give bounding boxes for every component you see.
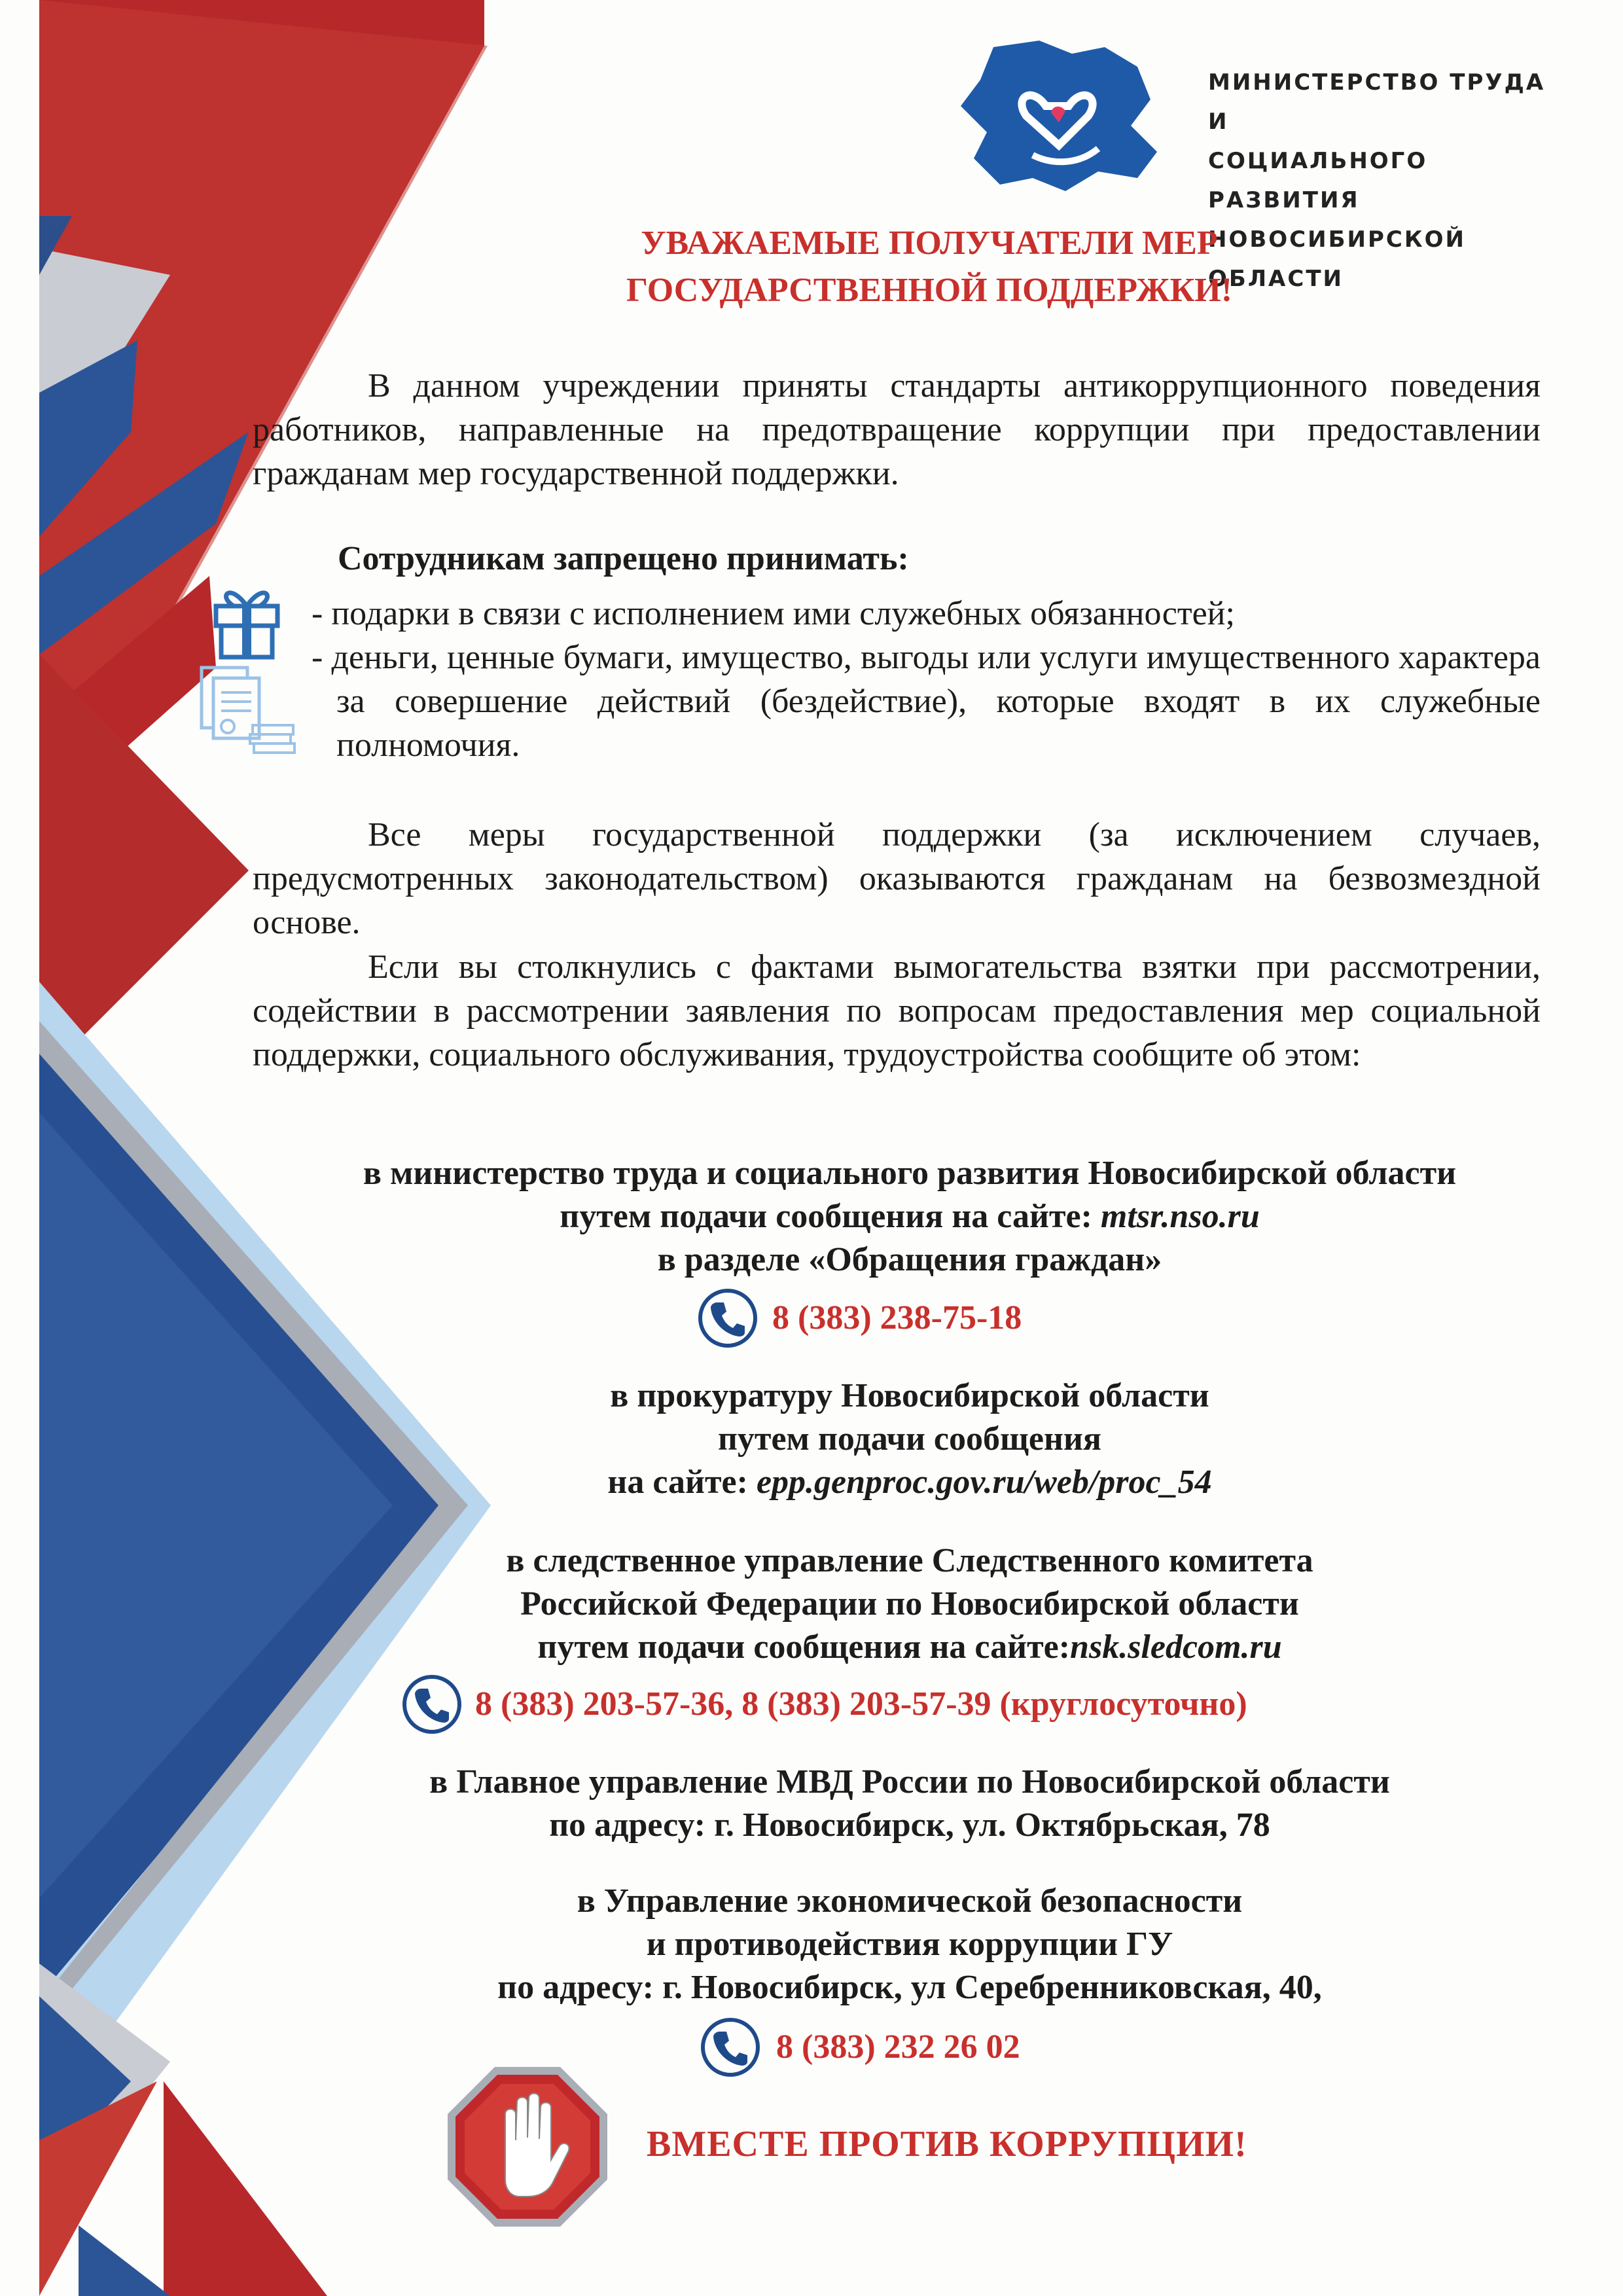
ueb-line-2: и противодействия коррупции ГУ bbox=[646, 1926, 1173, 1963]
contact-ministry bbox=[262, 1152, 1558, 1282]
stop-hand-icon bbox=[442, 2062, 613, 2232]
prosecutor-line-3: на сайте: epp.genproc.gov.ru/web/proc_54 bbox=[607, 1463, 1212, 1501]
free-support-paragraph: Все меры государственной поддержки (за исключением случаев, предусмотренных законодательством) оказываются гражданам на безвозмездной основе. bbox=[253, 816, 1541, 941]
title-line-2: ГОСУДАРСТВЕННОЙ ПОДДЕРЖКИ! bbox=[626, 272, 1233, 309]
ministry-line-2: СОЦИАЛЬНОГО РАЗВИТИЯ bbox=[1208, 148, 1428, 213]
report-paragraph: Если вы столкнулись с фактами вымогательства взятки при рассмотрении, содействии в рассмотрении заявления по вопросам предоставления мер социальной поддержки, социального обслуживания, трудоустройства сообщите об этом: bbox=[253, 948, 1541, 1073]
ministry-contact-line-2: путем подачи сообщения на сайте: mtsr.nso.ru bbox=[560, 1198, 1260, 1235]
investigative-site-link[interactable]: nsk.sledcom.ru bbox=[1070, 1628, 1282, 1666]
gift-icon bbox=[204, 576, 289, 661]
phone-icon bbox=[696, 1287, 759, 1350]
motto: ВМЕСТЕ ПРОТИВ КОРРУПЦИИ! bbox=[647, 2124, 1247, 2164]
investigative-phone[interactable]: 8 (383) 203-57-36, 8 (383) 203-57-39 (круглосуточно) bbox=[475, 1685, 1247, 1723]
title-line-1: УВАЖАЕМЫЕ ПОЛУЧАТЕЛИ МЕР bbox=[641, 224, 1218, 262]
ministry-line-3: НОВОСИБИРСКОЙ ОБЛАСТИ bbox=[1208, 226, 1466, 292]
prosecutor-line-1: в прокуратуру Новосибирской области bbox=[610, 1377, 1209, 1414]
phone-icon bbox=[401, 1673, 463, 1736]
contact-mvd bbox=[262, 1761, 1558, 1847]
ministry-contact-line-3: в разделе «Обращения граждан» bbox=[657, 1241, 1162, 1278]
ueb-line-3: по адресу: г. Новосибирск, ул Серебренниковская, 40, bbox=[497, 1969, 1322, 2006]
mvd-line-1: в Главное управление МВД России по Новосибирской области bbox=[429, 1763, 1390, 1801]
forbidden-heading: Сотрудникам запрещено принимать: bbox=[338, 540, 909, 577]
ministry-phone[interactable]: 8 (383) 238-75-18 bbox=[772, 1299, 1022, 1336]
ueb-phone[interactable]: 8 (383) 232 26 02 bbox=[776, 2028, 1020, 2066]
contact-ueb bbox=[262, 1880, 1558, 2009]
investigative-line-1: в следственное управление Следственного комитета bbox=[506, 1542, 1313, 1579]
mvd-line-2: по адресу: г. Новосибирск, ул. Октябрьская, 78 bbox=[549, 1806, 1270, 1844]
ministry-logo-icon bbox=[954, 34, 1177, 204]
contact-investigative bbox=[262, 1539, 1558, 1669]
ueb-line-1: в Управление экономической безопасности bbox=[577, 1882, 1243, 1920]
intro-paragraph: В данном учреждении приняты стандарты антикоррупционного поведения работников, направленные на предотвращение коррупции при предоставлении гражданам мер государственной поддержки. bbox=[253, 367, 1541, 492]
investigative-line-3: путем подачи сообщения на сайте:nsk.sledcom.ru bbox=[537, 1628, 1282, 1666]
ministry-contact-line-1: в министерство труда и социального развития Новосибирской области bbox=[363, 1155, 1457, 1192]
red-shape-bottom bbox=[164, 2081, 327, 2296]
ministry-line-1: МИНИСТЕРСТВО ТРУДА И bbox=[1208, 69, 1546, 135]
ministry-site-link[interactable]: mtsr.nso.ru bbox=[1100, 1198, 1260, 1235]
prosecutor-line-2: путем подачи сообщения bbox=[717, 1420, 1102, 1458]
page-title bbox=[366, 220, 1492, 314]
blue-stripe-5 bbox=[79, 2225, 170, 2296]
contact-prosecutor bbox=[262, 1374, 1558, 1504]
forbidden-list bbox=[312, 592, 1541, 767]
documents-money-icon bbox=[195, 661, 300, 759]
investigative-line-2: Российской Федерации по Новосибирской области bbox=[520, 1585, 1299, 1623]
prosecutor-site-link[interactable]: epp.genproc.gov.ru/web/proc_54 bbox=[756, 1463, 1212, 1501]
forbidden-item-2: - деньги, ценные бумаги, имущество, выгоды или услуги имущественного характера за совершение действий (бездействие), которые входят в их служебные полномочия. bbox=[312, 639, 1541, 764]
phone-icon bbox=[699, 2016, 762, 2079]
forbidden-item-1: - подарки в связи с исполнением ими служебных обязанностей; bbox=[312, 595, 1235, 632]
